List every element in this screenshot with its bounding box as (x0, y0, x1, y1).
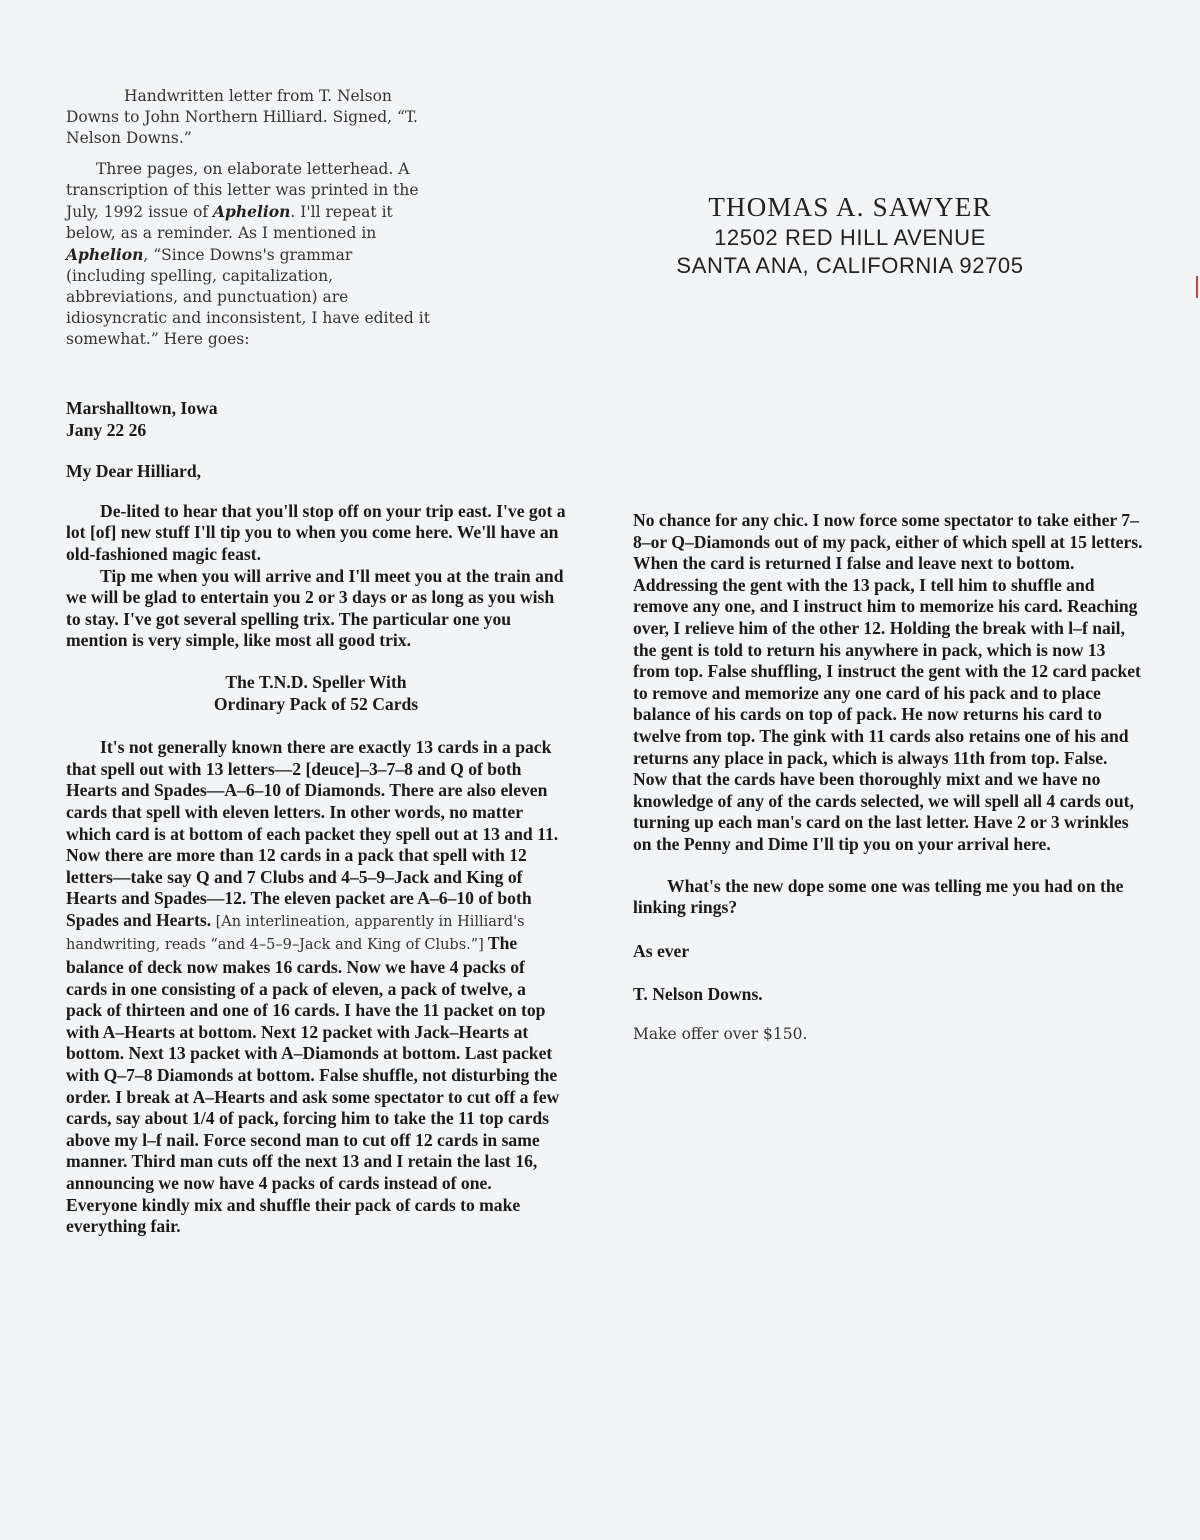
price-offer: Make offer over $150. (633, 1024, 808, 1043)
letter-closing: As ever (633, 940, 690, 961)
magazine-title: Aphelion (213, 202, 291, 221)
letterhead (600, 190, 1100, 280)
letter-paragraph-2: Tip me when you will arrive and I'll meet you at the train and we will be glad to entertain you 2 or 3 days or as long as you wish to stay. I've got several spelling trix. The particular one you mention is very simple, like most all good trix. (66, 565, 564, 651)
magazine-title-2: Aphelion (66, 245, 144, 264)
letter-salutation: My Dear Hilliard, (66, 461, 202, 482)
letter-signature: T. Nelson Downs. (633, 984, 763, 1005)
letterhead-name: THOMAS A. SAWYER (708, 192, 992, 222)
letter-date: Jany 22 26 (66, 419, 147, 440)
letter-column-right (633, 510, 1143, 1045)
letter-column-left (66, 398, 566, 1238)
trick-heading (66, 672, 566, 715)
trick-heading-line-2: Ordinary Pack of 52 Cards (213, 693, 419, 714)
intro-description (66, 86, 436, 360)
edge-mark (1196, 276, 1198, 298)
paragraph-3-text-b: The balance of deck now makes 16 cards. Now we have 4 packs of cards in one consisting of a pack of eleven, a pack of twelve, a pack of thirteen and one of 16 cards. I have the 11 packet on top with A–Hearts at bottom. Next 12 packet with Jack–Hearts at bottom. Next 13 packet with A–Diamonds at bottom. Last packet with Q–7–8 Diamonds at bottom. False shuffle, not disturbing the order. I break at A–Hearts and ask some spectator to cut off a few cards, say about 1/4 of pack, forcing him to take the 11 top cards above my l–f nail. Force second man to cut off 12 cards in same manner. Third man cuts off the next 13 and I retain the last 16, announcing we now have 4 packs of cards instead of one. Everyone kindly mix and shuffle their pack of cards to make everything fair. (66, 933, 560, 1237)
letterhead-street: 12502 RED HILL AVENUE (714, 225, 986, 250)
intro-paragraph-2 (66, 159, 436, 350)
letter-paragraph-5: What's the new dope some one was telling me you had on the linking rings? (633, 875, 1124, 918)
intro-paragraph-1: Handwritten letter from T. Nelson Downs to John Northern Hilliard. Signed, “T. Nelson Downs.” (66, 87, 418, 147)
interlineation-note: [An interlineation, apparently in Hilliard's handwriting, reads “and 4–5–9–Jack and King of Clubs.”] (66, 913, 525, 954)
trick-heading-line-1: The T.N.D. Speller With (225, 671, 407, 692)
letterhead-city: SANTA ANA, CALIFORNIA 92705 (676, 253, 1024, 278)
letter-paragraph-3 (66, 737, 566, 1238)
intro-text-b: . I'll repeat it below, as a reminder. As I mentioned in (66, 203, 393, 242)
letter-place: Marshalltown, Iowa (66, 398, 218, 418)
letter-paragraph-1: De-lited to hear that you'll stop off on your trip east. I've got a lot [of] new stuff I'll tip you to when you come here. We'll have an old-fashioned magic feast. (66, 500, 566, 564)
intro-text-a: Three pages, on elaborate letterhead. A transcription of this letter was printed in the July, 1992 issue of (66, 160, 419, 221)
letter-paragraph-4: No chance for any chic. I now force some spectator to take either 7–8–or Q–Diamonds out of my pack, either of which spell at 15 letters. When the card is returned I false and leave next to bottom. Addressing the gent with the 13 pack, I tell him to shuffle and remove any one, and I instruct him to memorize his card. Reaching over, I relieve him of the other 12. Holding the break with l–f nail, the gent is told to return his anywhere in pack, which is now 13 from top. False shuffling, I instruct the gent with the 12 card packet to remove and memorize any one card of his pack and to place balance of his cards on top of pack. He now returns his card to twelve from top. The gink with 11 cards also retains one of his and returns any place in pack, which is always 11th from top. False. Now that the cards have been thoroughly mixt and we have no knowledge of any of the cards selected, we will spell all 4 cards out, turning up each man's card on the last letter. Have 2 or 3 wrinkles on the Penny and Dime I'll tip you on your arrival here. (633, 510, 1143, 854)
paragraph-3-text-a: It's not generally known there are exactly 13 cards in a pack that spell out with 13 letters—2 [deuce]–3–7–8 and Q of both Hearts and Spades—A–6–10 of Diamonds. There are also eleven cards that spell with eleven letters. In other words, no matter which card is at bottom of each packet they spell out at 13 and 11. Now there are more than 12 cards in a pack that spell with 12 letters—take say Q and 7 Clubs and 4–5–9–Jack and King of Hearts and Spades—12. The eleven packet are A–6–10 of both Spades and Hearts. (66, 737, 559, 930)
intro-text-c: , “Since Downs's grammar (including spelling, capitalization, abbreviations, and punctuation) are idiosyncratic and inconsistent, I have edited it somewhat.” Here goes: (66, 246, 430, 348)
